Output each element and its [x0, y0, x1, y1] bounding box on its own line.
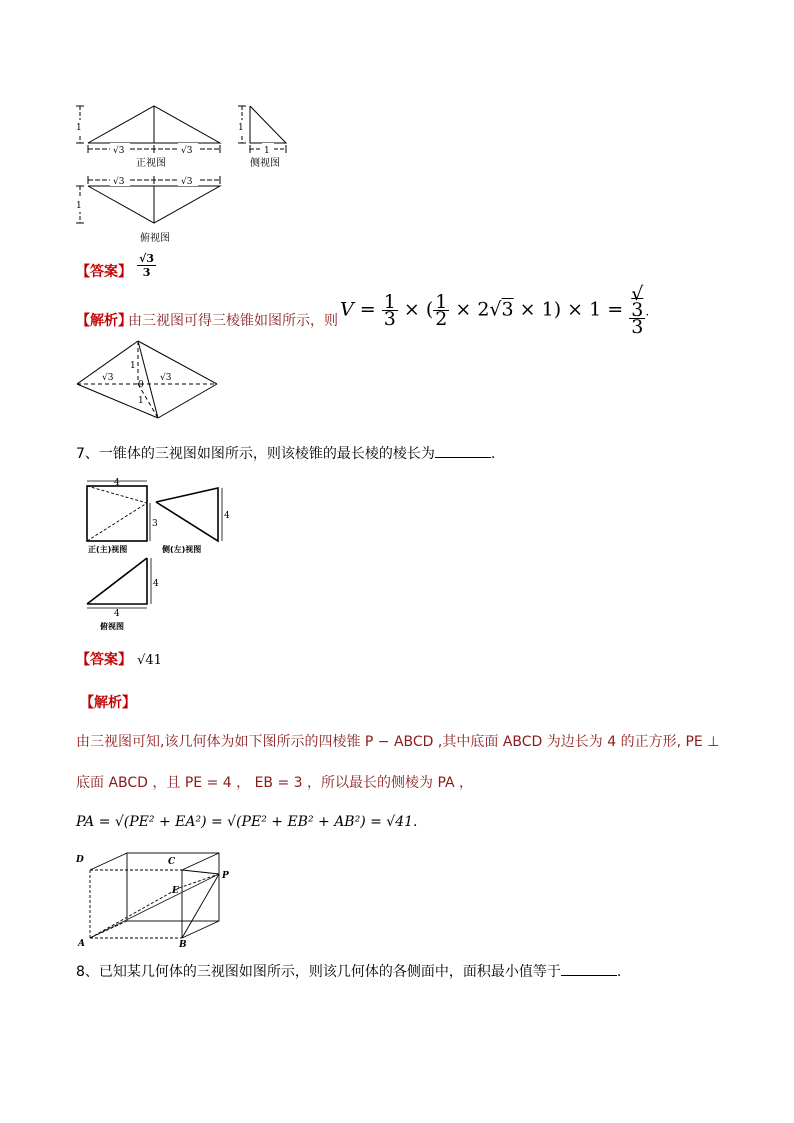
analysis-6: [76, 283, 776, 338]
dim-label-sqrt3: √3: [181, 146, 193, 156]
volume-formula: V = $\frac{1}{3}$ × ( $\frac{1}{2}$ × 2√3 × 1) × 1 = √ 3 3 .: [340, 283, 650, 338]
answer-blank[interactable]: [435, 445, 491, 458]
vertex-label-a: A: [78, 939, 85, 949]
dim-label-sqrt3: √3: [113, 146, 125, 156]
dim-4: 4: [114, 609, 120, 619]
dim-label-1: 1: [238, 123, 244, 133]
vertex-label-c: C: [168, 857, 176, 867]
analysis-7-tag: 【解析】: [80, 695, 136, 711]
analysis-7-formula: PA = √(PE² + EA²) = √(PE² + EB² + AB²) = √41.: [76, 814, 418, 830]
edge-label-sqrt3: √3: [160, 373, 172, 383]
answer-6: [76, 252, 156, 279]
answer-tag: 【答案】: [76, 264, 132, 280]
dim-label-1: 1: [76, 123, 82, 133]
dim-label-sqrt3: √3: [181, 177, 193, 187]
front-view-caption: 正视图: [136, 158, 166, 169]
answer-7: [76, 649, 162, 669]
center-label: 0: [138, 380, 144, 390]
answer-blank[interactable]: [561, 963, 617, 976]
analysis-text: 由三视图可得三棱锥如图所示，则: [128, 313, 338, 329]
edge-label-sqrt3: √3: [102, 373, 114, 383]
analysis-tag: 【解析】: [76, 313, 132, 329]
question-7-text: 7、一锥体的三视图如图所示，则该棱锥的最长棱的棱长为: [76, 446, 435, 462]
answer-denominator: 3: [142, 266, 151, 279]
analysis-7-line-2: 底面 ABCD ，且 PE = 4 ， EB = 3 ，所以最长的侧棱为 PA ，: [76, 775, 474, 791]
dim-label-sqrt3: √3: [113, 177, 125, 187]
vertex-label-e: E: [172, 886, 179, 896]
top-view-caption: 俯视图: [100, 622, 124, 631]
answer-numerator: √3: [139, 252, 154, 265]
answer-value: √41: [137, 653, 162, 668]
question-end: .: [616, 964, 622, 980]
dim-3: 3: [152, 519, 158, 529]
question-8: [76, 961, 621, 981]
pyramid-in-cube-figure: [72, 848, 242, 950]
front-view-caption: 正(主)视图: [88, 545, 128, 554]
dim-4: 4: [114, 478, 120, 488]
three-view-figure-2: [80, 476, 240, 636]
dim-label-1: 1: [264, 146, 270, 156]
edge-label-1: 1: [138, 396, 144, 406]
pyramid-figure: [72, 336, 222, 426]
question-8-text: 8、已知某几何体的三视图如图所示，则该几何体的各侧面中，面积最小值等于: [76, 964, 561, 980]
vertex-label-p: P: [222, 871, 229, 881]
dim-4: 4: [224, 511, 230, 521]
dim-label-1: 1: [76, 201, 82, 211]
analysis-7-line-1: 由三视图可知,该几何体为如下图所示的四棱锥 P − ABCD ,其中底面 ABCD 为边长为 4 的正方形, PE ⊥: [76, 734, 720, 750]
dim-4: 4: [153, 579, 159, 589]
vertex-label-d: D: [76, 855, 84, 865]
answer-tag: 【答案】: [76, 652, 132, 668]
top-view-caption: 俯视图: [140, 233, 170, 244]
answer-fraction: [137, 252, 156, 279]
side-view-caption: 侧(左)视图: [162, 545, 202, 554]
vertex-label-b: B: [179, 940, 187, 950]
side-view-caption: 侧视图: [250, 158, 280, 169]
edge-label-1: 1: [130, 361, 136, 371]
three-view-figure-1: [70, 98, 300, 246]
question-7: [76, 443, 495, 463]
question-end: .: [490, 446, 496, 462]
